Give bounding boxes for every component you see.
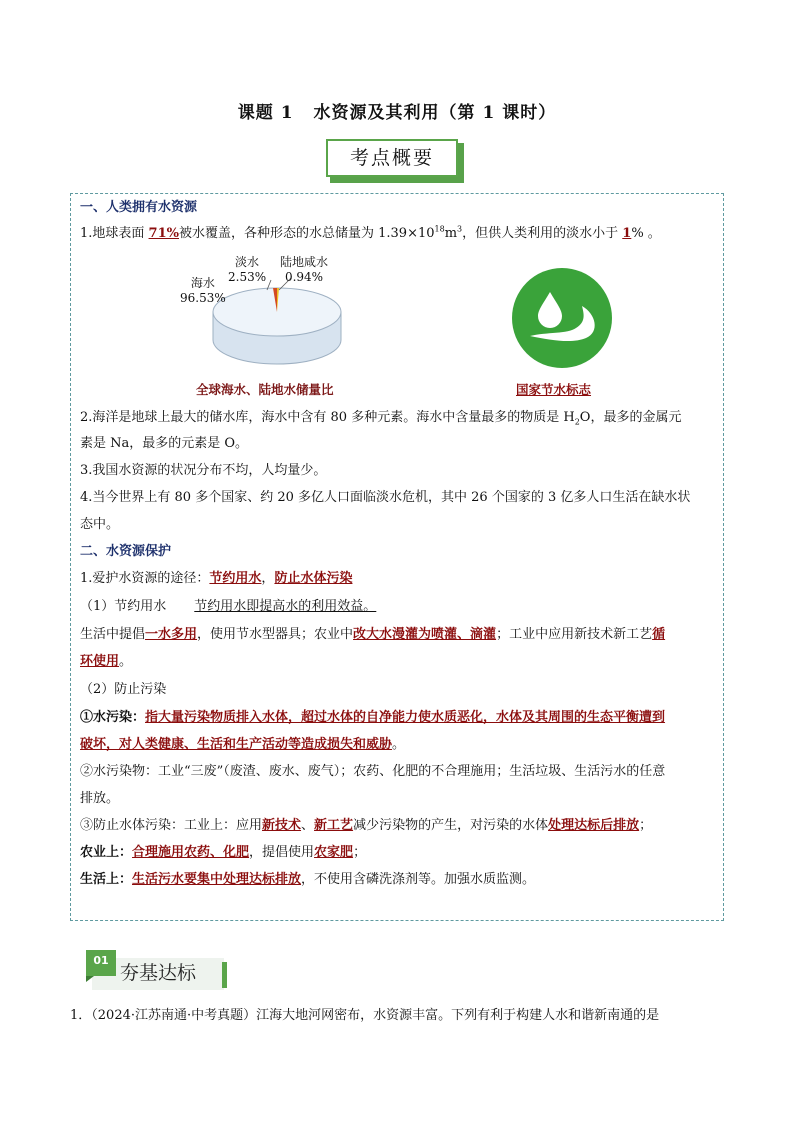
paragraph-4b: 态中。 xyxy=(80,517,120,532)
paragraph-10b: 排放。 xyxy=(80,791,120,806)
paragraph-2a: 2.海洋是地球上最大的储水库，海水中含有 80 多种元素。海水中含量最多的物质是 $H_2O$，最多的金属元 xyxy=(80,410,682,427)
pie-label-sea: 海水 96.53% xyxy=(180,276,226,305)
paragraph-12: 农业上：合理施用农药、化肥，提倡使用农家肥； xyxy=(80,845,367,860)
badge-fold xyxy=(86,976,94,982)
section-title: 夯基达标 xyxy=(120,962,197,984)
paragraph-6: （1）节约用水 节约用水即提高水的利用效益。 xyxy=(80,599,377,614)
logo-circle xyxy=(512,268,612,368)
section-badge: 01 xyxy=(86,950,116,976)
kaodian-label: 考点概要 xyxy=(326,139,458,177)
section-title-bar xyxy=(222,962,227,988)
paragraph-11: ③防止水体污染：工业上：应用新技术、新工艺减少污染物的产生，对污染的水体处理达标后排放； xyxy=(80,818,653,833)
paragraph-10a: ②水污染物：工业“三废”（废渣、废水、废气）；农药、化肥的不合理施用；生活垃圾、生活污水的任意 xyxy=(80,764,666,779)
pie-label-fresh: 淡水 2.53% xyxy=(228,255,267,284)
question-1: 1．（2024·江苏南通·中考真题）江海大地河网密布，水资源丰富。下列有利于构建人水和谐新南通的是 xyxy=(70,1008,660,1023)
paragraph-9b: 破坏，对人类健康、生活和生产活动等造成损失和威胁。 xyxy=(80,737,406,752)
water-saving-logo xyxy=(510,266,614,370)
logo-caption: 国家节水标志 xyxy=(516,382,592,397)
paragraph-7b: 环使用。 xyxy=(80,654,133,669)
section-heading-2: 二、水资源保护 xyxy=(80,544,172,559)
paragraph-3: 3.我国水资源的状况分布不均，人均量少。 xyxy=(80,463,327,478)
water-pie-chart xyxy=(205,272,350,372)
pie-label-salt: 陆地咸水 0.94% xyxy=(280,255,329,284)
lesson-name: 水资源及其利用（第 1 课时） xyxy=(313,103,557,123)
section-heading-1: 一、人类拥有水资源 xyxy=(80,200,198,215)
lesson-title xyxy=(0,98,794,123)
paragraph-1: 1.地球表面 71%被水覆盖，各种形态的水总储量为 $1.39\times 10^{18}m^3$，但供人类利用的淡水小于 1% 。 xyxy=(80,224,661,241)
paragraph-4a: 4.当今世界上有 80 多个国家、约 20 多亿人口面临淡水危机，其中 26 个国家的 3 亿多人口生活在缺水状 xyxy=(80,490,691,505)
paragraph-13: 生活上：生活污水要集中处理达标排放，不使用含磷洗涤剂等。加强水质监测。 xyxy=(80,872,536,887)
paragraph-2b: 素是 Na，最多的元素是 O。 xyxy=(80,436,249,451)
lesson-number: 课题 1 xyxy=(237,103,294,123)
paragraph-5: 1.爱护水资源的途径：节约用水，防止水体污染 xyxy=(80,571,353,586)
kaodian-banner xyxy=(326,139,464,183)
paragraph-9a: ①水污染：指大量污染物质排入水体，超过水体的自净能力使水质恶化，水体及其周围的生态平衡遭到 xyxy=(80,710,666,725)
pie-caption: 全球海水、陆地水储量比 xyxy=(196,382,334,397)
paragraph-8: （2）防止污染 xyxy=(80,682,167,697)
paragraph-7a: 生活中提倡一水多用，使用节水型器具；农业中改大水漫灌为喷灌、滴灌；工业中应用新技术新工艺循 xyxy=(80,627,666,642)
